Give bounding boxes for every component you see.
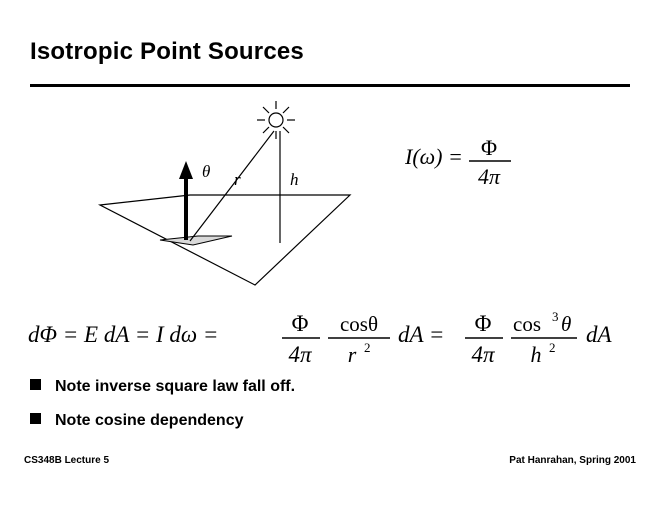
main-eq-frac1-den: 4π (288, 342, 312, 367)
plane-polygon (100, 195, 350, 285)
main-eq-frac4-num-var: θ (561, 312, 572, 336)
list-item (30, 412, 630, 430)
square-bullet-icon (30, 379, 41, 390)
intensity-denominator: 4π (477, 164, 501, 189)
square-bullet-icon (30, 413, 41, 424)
main-equation (28, 300, 638, 370)
page-title: Isotropic Point Sources (30, 38, 304, 65)
list-item (30, 378, 630, 396)
main-eq-frac2-num: cosθ (339, 312, 379, 336)
bullet-text: Note cosine dependency (55, 412, 244, 429)
ray-r-line (190, 131, 274, 241)
bullet-text: Note inverse square law fall off. (55, 378, 296, 395)
normal-arrow (179, 161, 193, 240)
diagram-figure (60, 95, 420, 295)
main-eq-frac3-num: Φ (474, 311, 492, 336)
intensity-numerator: Φ (480, 135, 498, 160)
main-eq-frac2-den-exp: 2 (364, 340, 371, 355)
surface-patch (160, 236, 232, 245)
footer-course-label: CS348B Lecture 5 (24, 455, 110, 466)
main-eq-tail: dA (586, 322, 612, 347)
bullet-list (30, 378, 630, 446)
main-eq-frac4-num: cos (513, 312, 541, 336)
main-eq-part1: dΦ = E dA = I dω = (28, 322, 219, 347)
main-eq-frac4-den: h (530, 342, 542, 367)
label-r: r (234, 170, 241, 189)
light-source-icon (257, 101, 295, 139)
main-eq-frac4-num-exp: 3 (552, 309, 559, 324)
main-eq-frac4-den-exp: 2 (549, 340, 556, 355)
geometry-diagram (60, 95, 420, 295)
label-theta: θ (202, 162, 211, 181)
main-eq-frac2-den: r (347, 342, 357, 367)
main-eq-frac1-num: Φ (291, 311, 309, 336)
intensity-lhs: I(ω) = (405, 144, 463, 169)
title-divider (30, 84, 630, 87)
footer-author-label: Pat Hanrahan, Spring 2001 (509, 455, 636, 466)
main-eq-mid1: dA = (398, 322, 445, 347)
main-eq-frac3-den: 4π (471, 342, 495, 367)
label-h: h (290, 170, 299, 189)
intensity-equation (405, 128, 565, 190)
